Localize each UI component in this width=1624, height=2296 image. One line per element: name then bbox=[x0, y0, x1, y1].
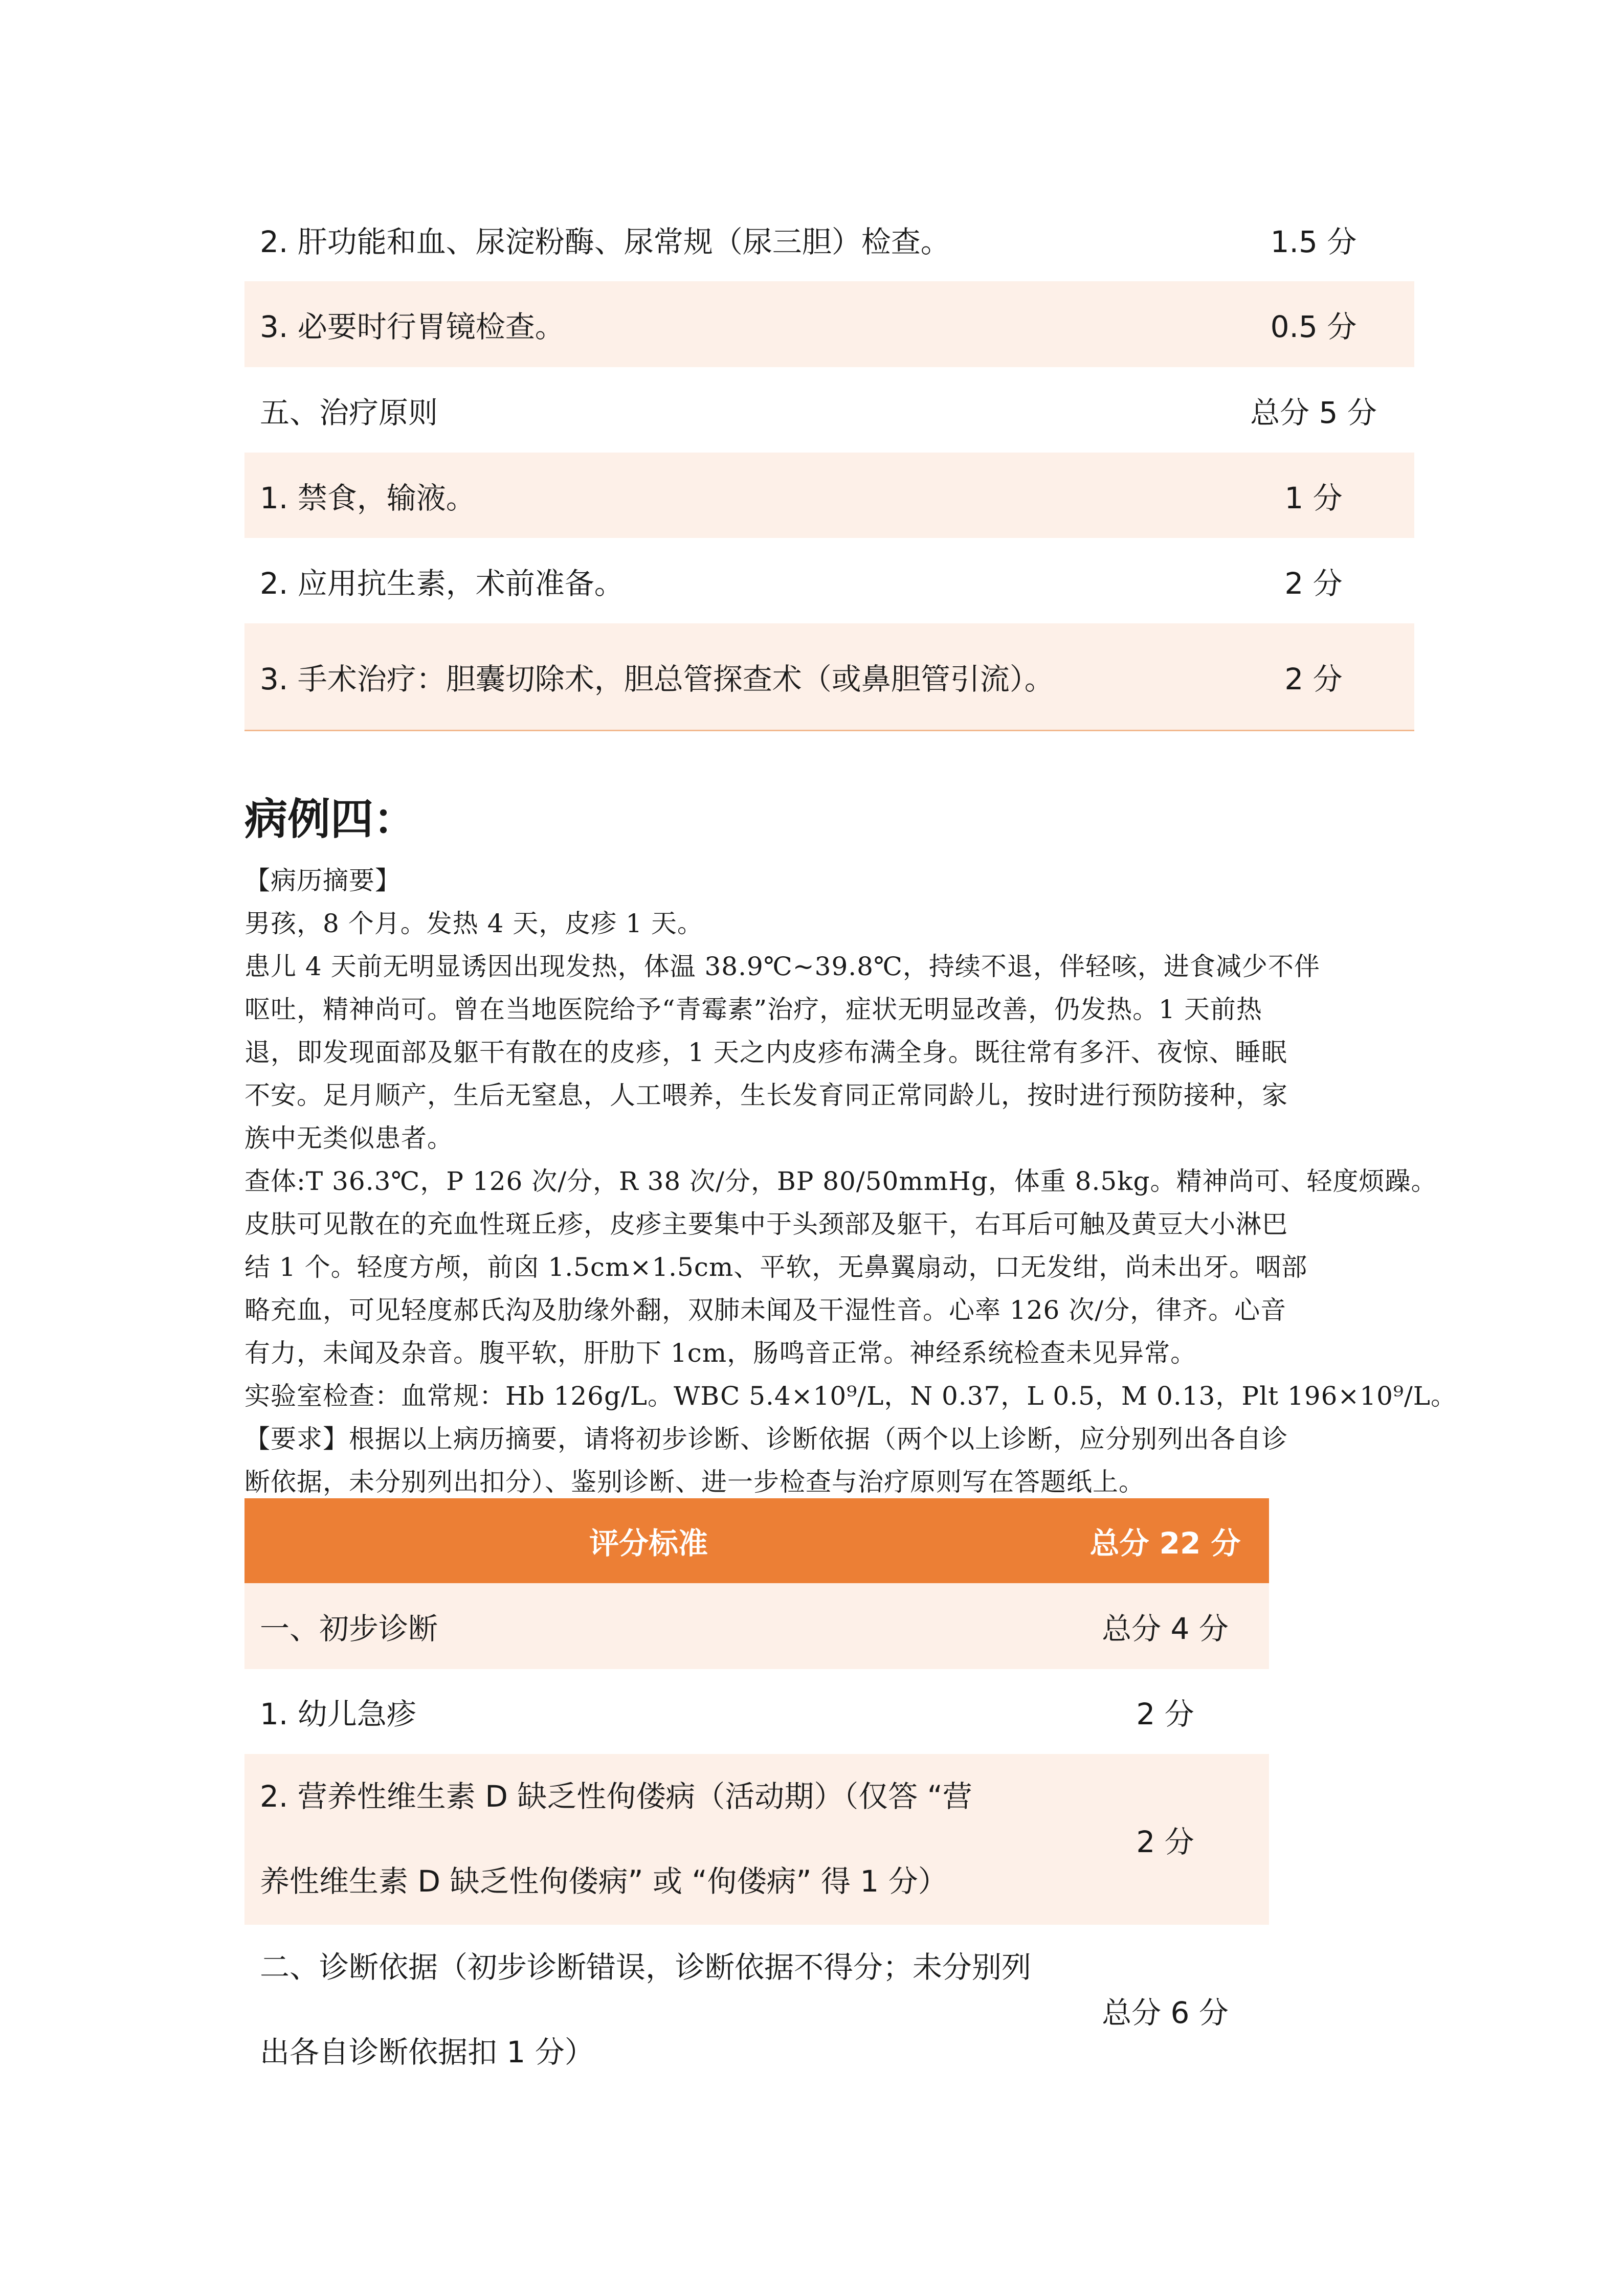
scoring-table-continued bbox=[244, 197, 1414, 730]
summary-line: 查体:T 36.3℃，P 126 次/分，R 38 次/分，BP 80/50mmHg，体重 8.5kg。精神尚可、轻度烦躁。 bbox=[244, 1166, 1437, 1196]
scoring-table bbox=[244, 1498, 1269, 2096]
table-header bbox=[244, 1498, 1269, 1583]
row-text: 1. 禁食，输液。 bbox=[260, 480, 476, 515]
row-score: 1 分 bbox=[1284, 480, 1343, 515]
summary-line: 实验室检查：血常规：Hb 126g/L。WBC 5.4×10⁹/L，N 0.37，L 0.5，M 0.13，Plt 196×10⁹/L。 bbox=[244, 1381, 1457, 1411]
summary-line: 结 1 个。轻度方颅，前囟 1.5cm×1.5cm、平软，无鼻翼扇动，口无发绀，尚未出牙。咽部 bbox=[244, 1252, 1308, 1282]
table-row bbox=[244, 367, 1414, 453]
table-row bbox=[244, 623, 1414, 730]
row-score: 2 分 bbox=[1284, 566, 1343, 601]
table-row bbox=[244, 281, 1414, 367]
case-summary bbox=[244, 859, 1457, 1503]
row-text: 2. 应用抗生素，术前准备。 bbox=[260, 566, 624, 601]
row-score: 总分 6 分 bbox=[1102, 1995, 1229, 2030]
row-score: 总分 4 分 bbox=[1102, 1611, 1229, 1646]
summary-line: 呕吐，精神尚可。曾在当地医院给予“青霉素”治疗，症状无明显改善，仍发热。1 天前热 bbox=[244, 995, 1262, 1024]
table-row bbox=[244, 538, 1414, 623]
summary-line: 族中无类似患者。 bbox=[244, 1123, 453, 1153]
row-score: 2 分 bbox=[1136, 1825, 1194, 1859]
table-row bbox=[244, 453, 1414, 538]
requirement-label: 【要求】 bbox=[244, 1424, 349, 1454]
row-score: 1.5 分 bbox=[1270, 224, 1357, 259]
summary-line: 有力，未闻及杂音。腹平软，肝肋下 1cm，肠鸣音正常。神经系统检查未见异常。 bbox=[244, 1338, 1197, 1368]
table-row bbox=[244, 1583, 1269, 1669]
summary-heading: 【病历摘要】 bbox=[244, 866, 401, 895]
requirement-line: 断依据，未分别列出扣分）、鉴别诊断、进一步检查与治疗原则写在答题纸上。 bbox=[244, 1467, 1145, 1497]
requirement-line: 【要求】根据以上病历摘要，请将初步诊断、诊断依据（两个以上诊断，应分别列出各自诊 bbox=[244, 1424, 1288, 1454]
table-bottom-rule bbox=[244, 730, 1414, 731]
row-text: 3. 必要时行胃镜检查。 bbox=[260, 309, 565, 344]
row-score: 总分 5 分 bbox=[1250, 395, 1377, 430]
row-score: 2 分 bbox=[1284, 662, 1343, 696]
summary-line: 略充血，可见轻度郝氏沟及肋缘外翻，双肺未闻及干湿性音。心率 126 次/分，律齐。心音 bbox=[244, 1295, 1287, 1325]
row-text: 2. 肝功能和血、尿淀粉酶、尿常规（尿三胆）检查。 bbox=[260, 224, 950, 259]
row-score: 2 分 bbox=[1136, 1697, 1194, 1731]
row-score: 0.5 分 bbox=[1270, 309, 1357, 344]
summary-line: 皮肤可见散在的充血性斑丘疹，皮疹主要集中于头颈部及躯干，右耳后可触及黄豆大小淋巴 bbox=[244, 1209, 1288, 1239]
table-row bbox=[244, 1669, 1269, 1754]
summary-line: 患儿 4 天前无明显诱因出现发热，体温 38.9℃~39.8℃，持续不退，伴轻咳，进食减少不伴 bbox=[244, 952, 1320, 981]
section-heading: 五、治疗原则 bbox=[260, 395, 438, 430]
row-text: 3. 手术治疗：胆囊切除术，胆总管探查术（或鼻胆管引流）。 bbox=[260, 662, 1054, 696]
summary-line: 退，即发现面部及躯干有散在的皮疹，1 天之内皮疹布满全身。既往常有多汗、夜惊、睡眠 bbox=[244, 1038, 1287, 1067]
section-heading: 一、初步诊断 bbox=[260, 1611, 438, 1646]
header-score: 总分 22 分 bbox=[1089, 1526, 1241, 1561]
row-text: 1. 幼儿急疹 bbox=[260, 1697, 416, 1731]
table-row bbox=[244, 1754, 1269, 1925]
section-heading: 二、诊断依据（初步诊断错误，诊断依据不得分；未分别列 出各自诊断依据扣 1 分） bbox=[260, 1950, 1032, 2069]
row-text: 2. 营养性维生素 D 缺乏性佝偻病（活动期）（仅答 “营 养性维生素 D 缺乏性佝偻病” 或 “佝偻病” 得 1 分） bbox=[260, 1779, 972, 1899]
summary-line: 不安。足月顺产，生后无窒息，人工喂养，生长发育同正常同龄儿，按时进行预防接种，家 bbox=[244, 1081, 1288, 1110]
table-row bbox=[244, 197, 1414, 281]
table-row bbox=[244, 1925, 1269, 2096]
summary-line: 男孩，8 个月。发热 4 天，皮疹 1 天。 bbox=[244, 909, 703, 938]
case-title: 病例四： bbox=[244, 794, 417, 844]
header-label: 评分标准 bbox=[589, 1526, 708, 1561]
